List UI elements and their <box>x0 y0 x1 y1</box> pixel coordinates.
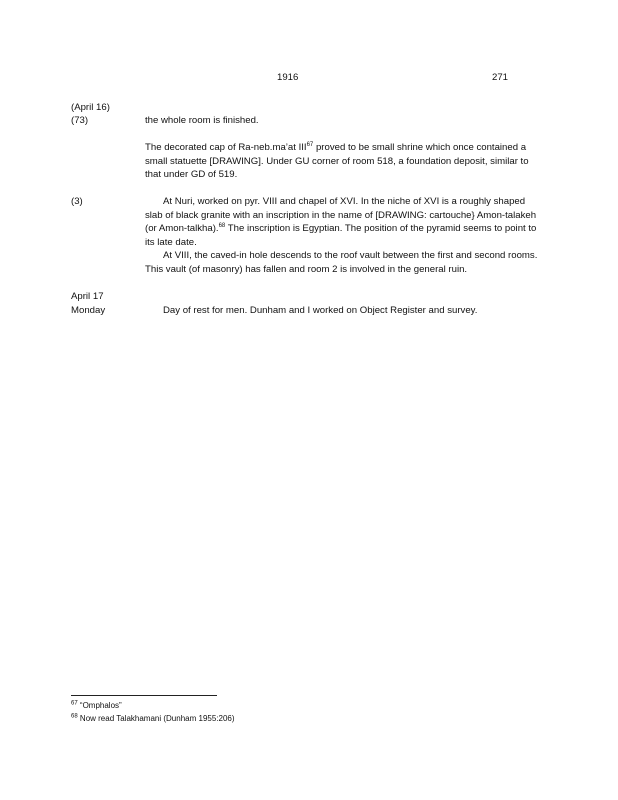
paragraph <box>145 195 545 249</box>
entry-text <box>145 304 545 318</box>
footnote-text: “Omphalos” <box>77 701 122 710</box>
page-number: 271 <box>492 72 509 83</box>
paragraph-text: The decorated cap of Ra-neb.ma’at III <box>145 142 307 153</box>
entry-weekday: Monday <box>71 305 106 316</box>
footnote-reference: 67 <box>306 141 314 148</box>
paragraph: Day of rest for men. Dunham and I worked on Object Register and survey. <box>163 305 478 316</box>
paragraph-text: The inscription is Egyptian. The position of the pyramid seems to point to its late date. <box>145 223 537 248</box>
paragraph-text: proved to be small shrine which once contained a small statuette [DRAWING]. Under GU corner of room 518, a foundation deposit, similar to that under GD of 519. <box>145 142 529 180</box>
footnote-number: 67 <box>71 700 78 707</box>
paragraph-text: At Nuri, worked on pyr. VIII and chapel of XVI. In the niche of XVI is a roughly shaped slab of black granite with an inscription in the name of [DRAWING: cartouche} Amon-talakeh (or Amon-talkha). <box>145 196 537 234</box>
entry-text <box>145 195 545 276</box>
paragraph: the whole room is finished. <box>145 115 259 126</box>
entry-number: (73) <box>71 115 89 126</box>
footnote <box>71 700 122 711</box>
entry-date: April 17 <box>71 291 104 302</box>
paragraph <box>145 141 545 182</box>
entry-date: (April 16) <box>71 102 110 113</box>
entry-text <box>145 114 545 128</box>
header-year: 1916 <box>277 72 299 83</box>
footnote-separator <box>71 695 217 696</box>
footnote-text: Now read Talakhamani (Dunham 1955:206) <box>77 714 235 723</box>
footnote-reference: 68 <box>218 222 226 229</box>
footnote <box>71 713 235 724</box>
entry-number: (3) <box>71 196 83 207</box>
entry-text <box>145 141 545 182</box>
footnote-number: 68 <box>71 713 78 720</box>
paragraph: At VIII, the caved-in hole descends to the roof vault between the first and second rooms. This vault (of masonry) has fallen and room 2 is involved in the general ruin. <box>145 250 538 275</box>
